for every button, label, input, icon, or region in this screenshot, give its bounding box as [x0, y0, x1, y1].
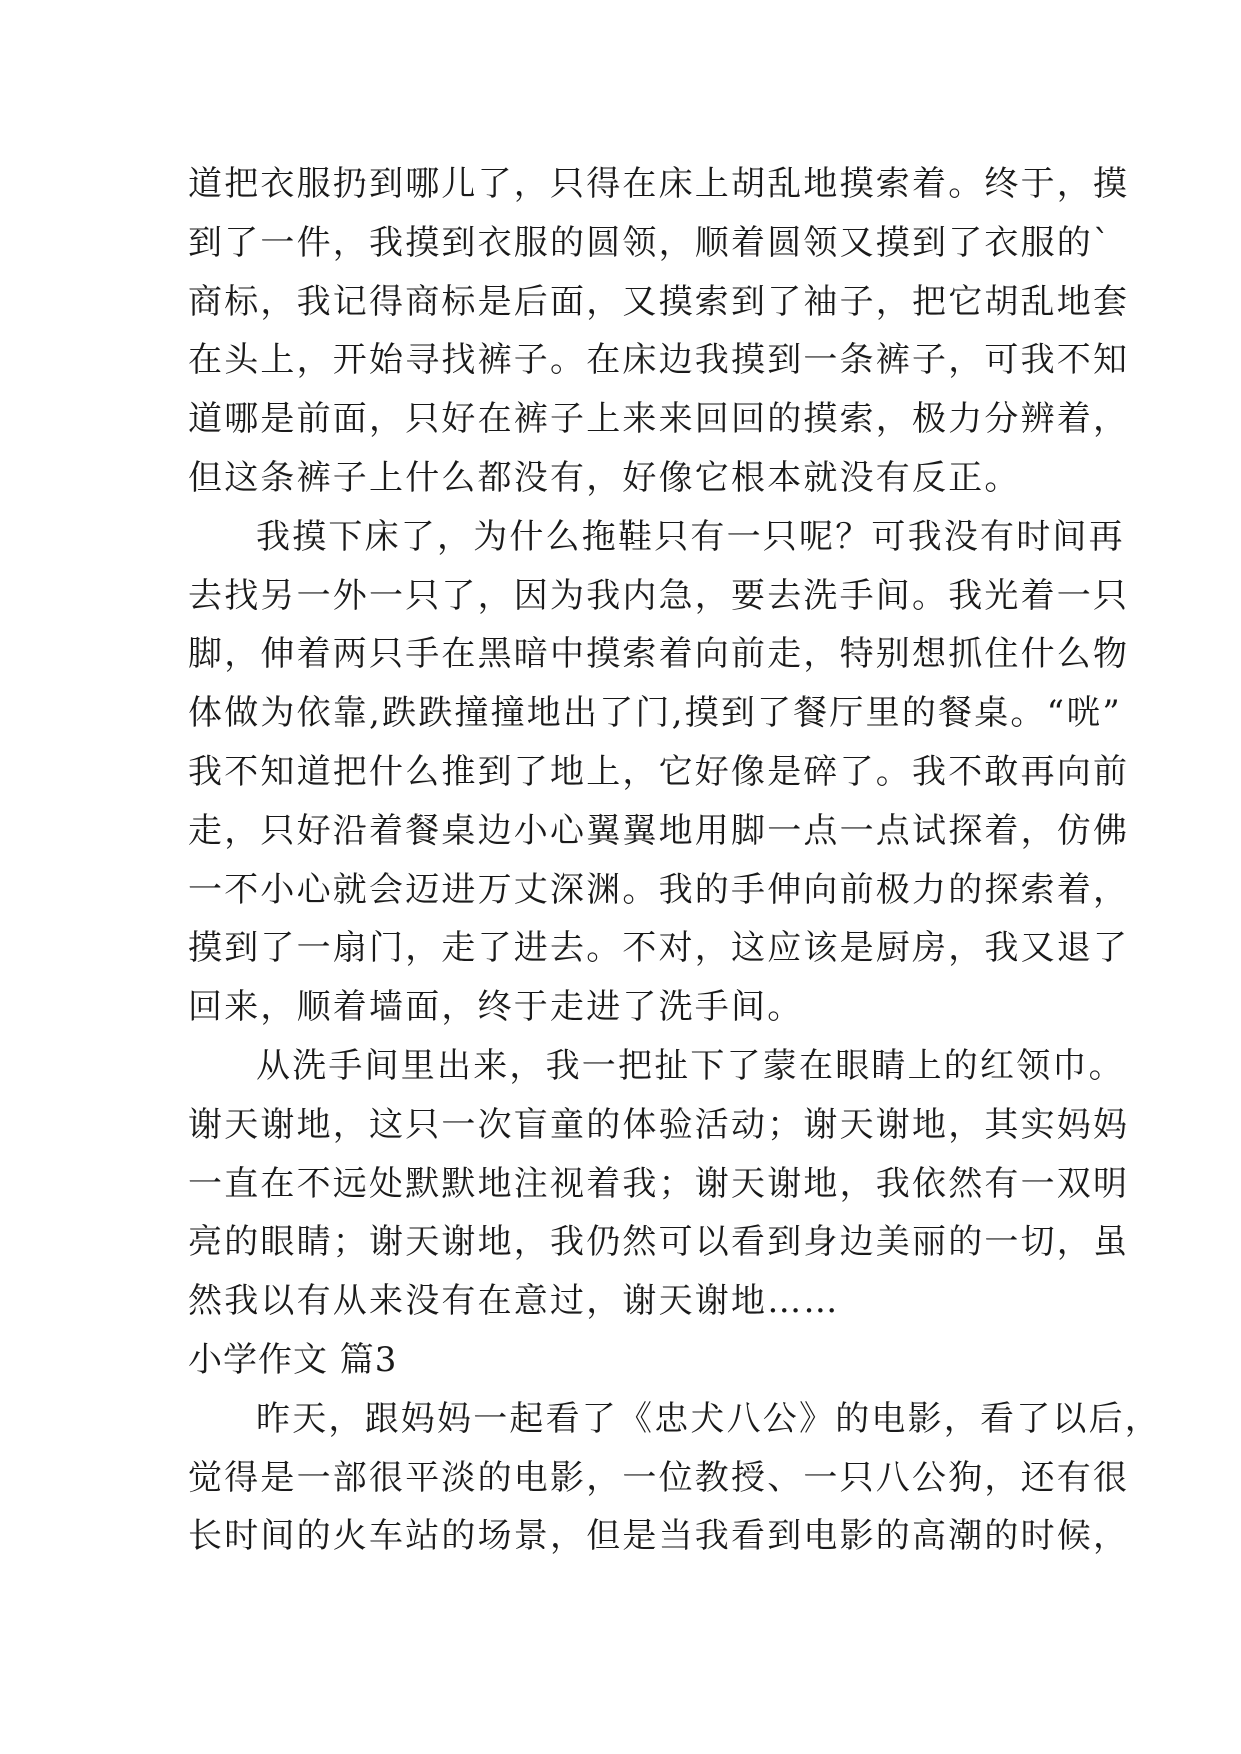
text-line: 回来，顺着墙面，终于走进了洗手间。 — [188, 987, 804, 1028]
text-line: 到了一件，我摸到衣服的圆领，顺着圆领又摸到了衣服的` — [188, 222, 1113, 263]
section-heading: 小学作文 篇3 — [188, 1339, 398, 1380]
text-line: 去找另一外一只了，因为我内急，要去洗手间。我光着一只 — [188, 575, 1130, 616]
text-line: 体做为依靠,跌跌撞撞地出了门,摸到了餐厅里的餐桌。“咣” — [188, 693, 1122, 734]
paragraph-4 — [188, 1390, 1161, 1566]
text-line: 走，只好沿着餐桌边小心翼翼地用脚一点一点试探着，仿佛 — [188, 810, 1130, 851]
text-line: 我不知道把什么推到了地上，它好像是碎了。我不敢再向前 — [188, 751, 1130, 792]
text-line: 谢天谢地，这只一次盲童的体验活动；谢天谢地，其实妈妈 — [188, 1104, 1130, 1145]
paragraph-3 — [188, 1037, 1130, 1331]
text-line: 在头上，开始寻找裤子。在床边我摸到一条裤子，可我不知 — [188, 340, 1130, 381]
text-line: 商标，我记得商标是后面，又摸索到了袖子，把它胡乱地套 — [188, 281, 1130, 322]
text-line: 一直在不远处默默地注视着我；谢天谢地，我依然有一双明 — [188, 1163, 1130, 1204]
text-line: 摸到了一扇门，走了进去。不对，这应该是厨房，我又退了 — [188, 928, 1130, 969]
text-line: 脚，伸着两只手在黑暗中摸索着向前走，特别想抓住什么物 — [188, 634, 1130, 675]
text-line: 从洗手间里出来，我一把扯下了蒙在眼睛上的红领巾。 — [256, 1045, 1125, 1086]
paragraph-2 — [188, 508, 1130, 1037]
text-line: 我摸下床了，为什么拖鞋只有一只呢？可我没有时间再 — [256, 516, 1125, 557]
text-line: 但这条裤子上什么都没有，好像它根本就没有反正。 — [188, 457, 1021, 498]
text-line: 一不小心就会迈进万丈深渊。我的手伸向前极力的探索着， — [188, 869, 1130, 910]
text-line: 亮的眼睛；谢天谢地，我仍然可以看到身边美丽的一切，虽 — [188, 1222, 1130, 1263]
text-line: 昨天，跟妈妈一起看了《忠犬八公》的电影，看了以后， — [256, 1398, 1161, 1439]
text-line: 长时间的火车站的场景，但是当我看到电影的高潮的时候， — [188, 1516, 1130, 1557]
text-line: 道哪是前面，只好在裤子上来来回回的摸索，极力分辨着， — [188, 399, 1130, 440]
text-line: 然我以有从来没有在意过，谢天谢地…… — [188, 1281, 840, 1322]
text-line: 道把衣服扔到哪儿了，只得在床上胡乱地摸索着。终于，摸 — [188, 164, 1130, 204]
essay-text — [188, 155, 1161, 1566]
paragraph-1 — [188, 155, 1130, 508]
text-line: 觉得是一部很平淡的电影，一位教授、一只八公狗，还有很 — [188, 1457, 1130, 1498]
